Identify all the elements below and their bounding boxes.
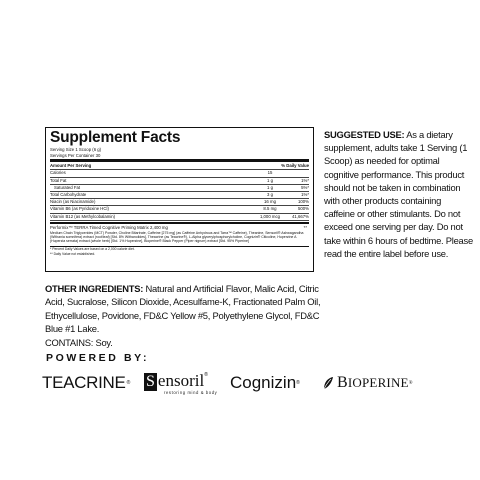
nutrient-name: Vitamin B12 (as Methylcobalamin) <box>50 213 116 219</box>
nutrient-name: Total Carbohydrate <box>50 191 87 197</box>
serving-size: Serving Size 1 Scoop (6 g) <box>50 147 102 152</box>
bioperine-logo <box>322 368 413 398</box>
nutrient-dv: 500% <box>298 206 309 212</box>
teacrine-wordmark: TEACRINE <box>42 373 126 392</box>
suggested-use-text: As a dietary supplement, adults take 1 Serving (1 Scoop) as needed for optimal cognitive performance. This product should not be taken in combination with other products containing caffeine or other stimulants. Do not exceed one serving per day. Do not take within 6 hours of bedtime. Please read the entire label before use. <box>324 129 473 259</box>
blend-dv: ** <box>303 224 307 230</box>
bioperine-initial: B <box>337 374 348 391</box>
nutrient-amount: 15 <box>267 170 273 176</box>
leaf-icon <box>322 376 334 390</box>
facts-row <box>50 199 309 206</box>
other-ingredients-label: OTHER INGREDIENTS: <box>45 283 144 294</box>
blend-name: Performix™ TERRA Timed Cognitive Priming Matrix <box>50 224 149 230</box>
blend-row <box>50 225 309 230</box>
nutrient-name: Vitamin B6 (as Pyridoxine HCl) <box>50 206 109 212</box>
teacrine-logo <box>42 368 130 398</box>
blend-amount: 2,400 mg <box>149 224 168 230</box>
partner-logos <box>40 368 440 398</box>
facts-divider-thick <box>50 159 309 162</box>
sensoril-wordmark: ensoril <box>157 370 205 390</box>
footnote-dv: * Percent Daily Values are based on a 2,000 calorie diet. <box>50 247 135 252</box>
facts-row <box>50 206 309 213</box>
facts-row <box>50 185 309 192</box>
facts-row <box>50 214 309 221</box>
sensoril-logo <box>144 368 217 398</box>
nutrient-name: Calories <box>50 170 66 176</box>
sensoril-tagline: restoring mind & body <box>164 389 218 395</box>
teacrine-trademark: ® <box>126 380 130 386</box>
nutrient-dv: 1%* <box>301 177 309 183</box>
nutrient-name: Saturated Fat <box>54 184 81 190</box>
facts-header-row <box>50 163 309 170</box>
contains-statement: CONTAINS: Soy. <box>45 336 113 348</box>
servings-per-container: Servings Per Container 30 <box>50 152 101 158</box>
nutrient-dv: 5%* <box>301 184 309 190</box>
nutrient-amount: 1 g <box>267 184 273 190</box>
sensoril-s-badge: S <box>146 372 155 390</box>
suggested-use <box>324 128 474 260</box>
facts-row <box>50 178 309 185</box>
facts-row <box>50 192 309 199</box>
suggested-use-label: SUGGESTED USE: <box>324 129 405 140</box>
nutrient-amount: 8.5 mg <box>263 206 277 212</box>
powered-by-label: POWERED BY: <box>46 352 150 364</box>
nutrient-dv: 1%* <box>301 191 309 197</box>
supplement-facts-panel <box>45 127 314 272</box>
other-ingredients-text: Natural and Artificial Flavor, Malic Acid, Citric Acid, Sucralose, Silicon Dioxide, Acesulfame-K, Fractionated Palm Oil, Ethycellulose, Povidone, FD&C Yellow #5, Polyethylene Glycol, FD&C Blue #1 Lake. <box>45 283 321 335</box>
nutrient-amount: 1 g <box>267 177 273 183</box>
bioperine-registered: ® <box>408 380 413 386</box>
other-ingredients <box>45 282 330 349</box>
cognizin-wordmark: Cognizin <box>230 373 297 392</box>
facts-title: Supplement Facts <box>50 129 181 146</box>
blend-ingredients: Medium Chain Triglycerides (MCT) Powder, Choline Bitartrate, Caffeine [275 mg] (as Caffeine Anhydrous and Tarra™ Caffeine), Theanine, Sensoril® Ashwagandha (Withania somnifera) extract (root/leaf) [Std. 8% Withanolides], Theacrine (as Teacrine®), L-Alpha glycerylphosphorylcholine, Cognizin® Citicoline, Huperzine A (Huperzia serrata) extract (whole herb) [Std. 1% Huperzine], Bioperine® Black Pepper (Piper nigrum) extract [Std. 95% Piperine] <box>50 230 304 244</box>
nutrient-amount: 16 mg <box>264 199 276 205</box>
cognizin-registered: ® <box>296 380 300 386</box>
nutrient-name: Niacin (as Niacinamide) <box>50 199 96 205</box>
sensoril-registered: ® <box>204 371 208 378</box>
nutrient-dv: 100% <box>298 199 309 205</box>
amount-header: Amount Per Serving <box>50 163 92 169</box>
cognizin-logo <box>230 368 300 398</box>
nutrient-amount: 1,000 mcg <box>259 213 281 219</box>
nutrient-name: Total Fat <box>50 177 67 183</box>
footnote-not-established: ** Daily Value not established. <box>50 251 96 256</box>
facts-row <box>50 170 309 177</box>
facts-divider-thick <box>50 222 309 224</box>
nutrient-amount: 3 g <box>267 191 273 197</box>
facts-divider-thin <box>50 246 309 247</box>
bioperine-wordmark: IOPERINE <box>347 375 409 390</box>
nutrient-dv: 41,667% <box>292 213 309 219</box>
dv-header: % Daily Value <box>281 163 309 169</box>
